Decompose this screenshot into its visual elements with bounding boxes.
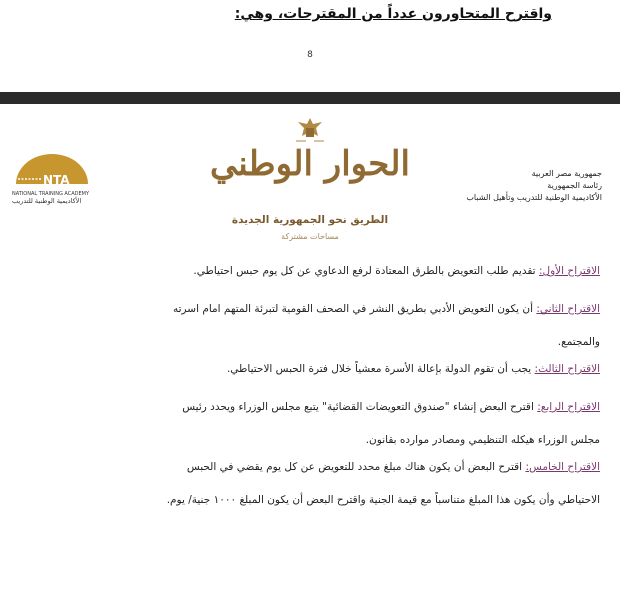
logo-title: الحوار الوطني xyxy=(209,144,410,184)
proposal-lead: الاقتراح الأول: xyxy=(538,265,600,277)
eagle-emblem-icon xyxy=(294,116,326,144)
page-divider xyxy=(0,92,620,104)
issuer-line: جمهورية مصر العربية xyxy=(531,169,602,178)
issuer-block xyxy=(462,168,602,204)
nta-logo-icon xyxy=(12,150,92,190)
proposal-text: اقترح البعض إنشاء "صندوق التعويضات القضائية" يتبع مجلس الوزراء ويحدد رئيس xyxy=(182,401,538,413)
issuer-line: الأكاديمية الوطنية للتدريب وتأهيل الشباب xyxy=(466,193,602,202)
proposal-item xyxy=(40,262,600,281)
proposal-item xyxy=(40,398,600,450)
page-number: 8 xyxy=(307,50,313,60)
section-heading: واقترح المتحاورون عدداً من المقترحات، وهي: xyxy=(234,6,552,22)
logo-subtitle: مساحات مشتركة xyxy=(281,232,339,241)
proposal-lead: الاقتراح الثالث: xyxy=(534,363,600,375)
proposal-text: اقترح البعض أن يكون هناك مبلغ محدد للتعويض عن كل يوم يقضي في الحبس xyxy=(186,461,526,473)
proposal-continuation: الاحتياطي وأن يكون هذا المبلغ متناسباً مع قيمة الجنية واقترح البعض أن يكون المبلغ ١٠٠٠ جنية/ يوم. xyxy=(166,494,600,506)
proposal-lead: الاقتراح الثاني: xyxy=(536,303,600,315)
issuer-line: رئاسة الجمهورية xyxy=(547,181,602,190)
proposal-item xyxy=(40,360,600,379)
nta-english-name: NATIONAL TRAINING ACADEMY xyxy=(12,191,90,197)
logo-tagline: الطريق نحو الجمهورية الجديدة xyxy=(231,214,389,226)
proposal-continuation: مجلس الوزراء هيكله التنظيمي ومصادر موارده بقانون. xyxy=(365,434,600,446)
nta-brand-text: NTA xyxy=(43,173,70,187)
proposal-item xyxy=(40,458,600,510)
nta-logo xyxy=(12,150,122,230)
proposal-continuation: والمجتمع. xyxy=(557,336,600,348)
proposals-list xyxy=(40,262,600,529)
national-dialogue-logo xyxy=(210,110,410,250)
proposal-text: يجب أن تقوم الدولة بإعالة الأسرة معشياً خلال فترة الحبس الاحتياطي. xyxy=(226,363,535,375)
proposal-text: تقديم طلب التعويض بالطرق المعتادة لرفع الدعاوي عن كل يوم حبس احتياطي. xyxy=(193,265,539,277)
proposal-text: أن يكون التعويض الأدبي بطريق النشر في الصحف القومية لتبرئة المتهم امام اسرته xyxy=(172,303,537,315)
proposal-lead: الاقتراح الخامس: xyxy=(525,461,600,473)
nta-arabic-name: الأكاديمية الوطنية للتدريب xyxy=(12,197,82,205)
proposal-lead: الاقتراح الرابع: xyxy=(537,401,600,413)
proposal-item xyxy=(40,300,600,352)
